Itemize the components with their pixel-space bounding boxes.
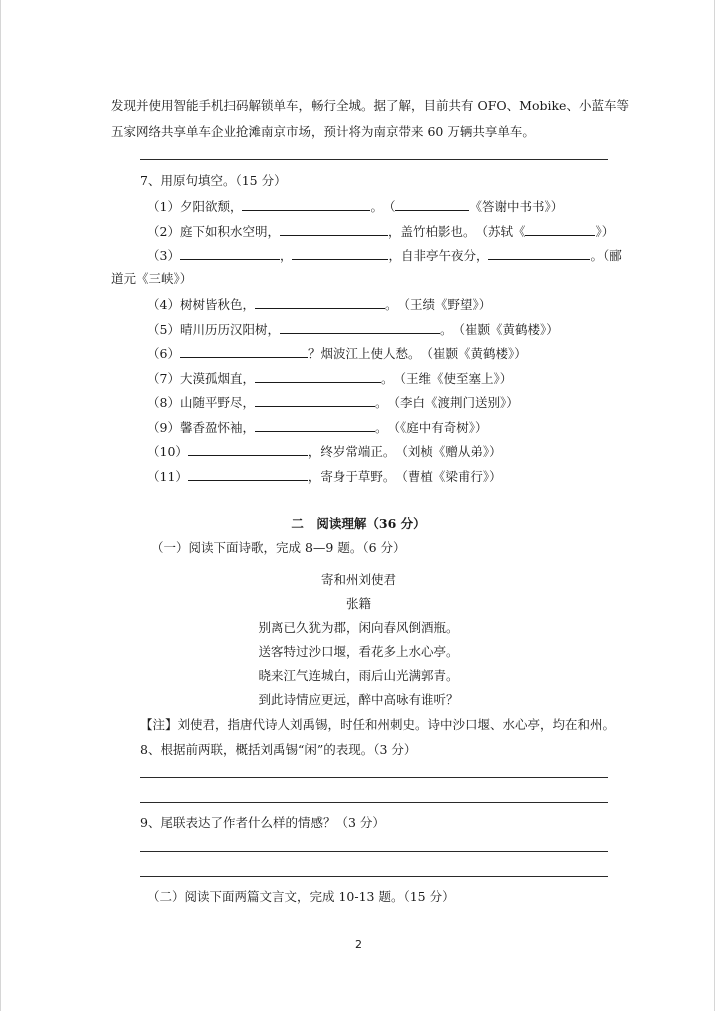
q7-item-10: （10） ，终岁常端正。 （刘桢《赠从弟》） xyxy=(147,444,502,459)
poem-line: 到此诗情应更远，醉中高咏有谁听？ xyxy=(258,692,459,707)
q8-question: 8、根据前两联，概括刘禹锡“闲”的表现。（3 分） xyxy=(140,742,417,757)
fill-blank[interactable] xyxy=(280,222,388,236)
q9-question: 9、尾联表达了作者什么样的情感？（3 分） xyxy=(140,815,385,830)
q7-item-5: （5）晴川历历汉阳树， 。 （崔颢《黄鹤楼》） xyxy=(147,322,559,337)
fill-blank[interactable] xyxy=(188,467,308,481)
section-2-part-2: （二）阅读下面两篇文言文，完成 10-13 题。（15 分） xyxy=(147,889,455,904)
fill-blank[interactable] xyxy=(180,344,308,358)
answer-line xyxy=(140,802,608,803)
fill-blank[interactable] xyxy=(242,197,370,211)
fill-blank[interactable] xyxy=(292,246,388,260)
fill-blank[interactable] xyxy=(180,246,280,260)
poem-title: 寄和州刘使君 xyxy=(320,572,396,587)
q7-item-4: （4）树树皆秋色， 。 （王绩《野望》） xyxy=(147,297,492,312)
answer-line xyxy=(140,876,608,877)
fill-blank[interactable] xyxy=(255,295,385,309)
section-2-title: 二 阅读理解（36 分） xyxy=(291,516,426,531)
answer-line xyxy=(140,851,608,852)
intro-line-2: 五家网络共享单车企业抢滩南京市场，预计将为南京带来 60 万辆共享单车。 xyxy=(111,124,535,139)
q7-item-7: （7）大漠孤烟直， 。 （王维《使至塞上》） xyxy=(147,371,513,386)
poem-line: 送客特过沙口堰，看花多上水心亭。 xyxy=(258,644,459,659)
q7-item-6: （6） ？烟波江上使人愁。 （崔颢《黄鹤楼》） xyxy=(147,346,527,361)
fill-blank[interactable] xyxy=(255,369,381,383)
fill-blank[interactable] xyxy=(280,320,440,334)
answer-line xyxy=(140,159,608,160)
section-2-part-1: （一）阅读下面诗歌，完成 8—9 题。（6 分） xyxy=(151,540,406,555)
q7-item-8: （8）山随平野尽， 。 （李白《渡荆门送别》） xyxy=(147,395,519,410)
q7-heading: 7、用原句填空。（15 分） xyxy=(140,173,287,188)
q7-item-3-continued: 道元《三峡》） xyxy=(111,271,193,286)
answer-line xyxy=(140,777,608,778)
intro-line-1: 发现并使用智能手机扫码解锁单车，畅行全城。据了解，目前共有 OFO、Mobike、小蓝车等 xyxy=(111,98,629,113)
q7-item-1: （1）夕阳欲颓， 。 （ 《答谢中书书》） xyxy=(147,199,564,214)
q7-item-3: （3） ， ，自非亭午夜分， 。（郦 xyxy=(147,248,622,263)
poem-author: 张籍 xyxy=(345,596,371,611)
q7-item-2: （2）庭下如积水空明， ，盖竹柏影也。 （苏轼《 》） xyxy=(147,224,615,239)
poem-note: 【注】刘使君，指唐代诗人刘禹锡，时任和州刺史。诗中沙口堰、水心亭，均在和州。 xyxy=(140,717,616,732)
poem-line: 别离已久犹为郡，闲向春风倒酒瓶。 xyxy=(258,620,459,635)
fill-blank[interactable] xyxy=(488,246,590,260)
page-number: 2 xyxy=(355,938,362,951)
fill-blank[interactable] xyxy=(395,197,469,211)
q7-item-11: （11） ，寄身于草野。 （曹植《梁甫行》） xyxy=(147,469,502,484)
fill-blank[interactable] xyxy=(188,442,308,456)
fill-blank[interactable] xyxy=(255,393,375,407)
poem-line: 晓来江气连城白，雨后山光满郭青。 xyxy=(258,668,459,683)
q7-item-9: （9）馨香盈怀袖， 。 （《庭中有奇树》） xyxy=(147,420,488,435)
fill-blank[interactable] xyxy=(255,418,375,432)
fill-blank[interactable] xyxy=(525,222,595,236)
